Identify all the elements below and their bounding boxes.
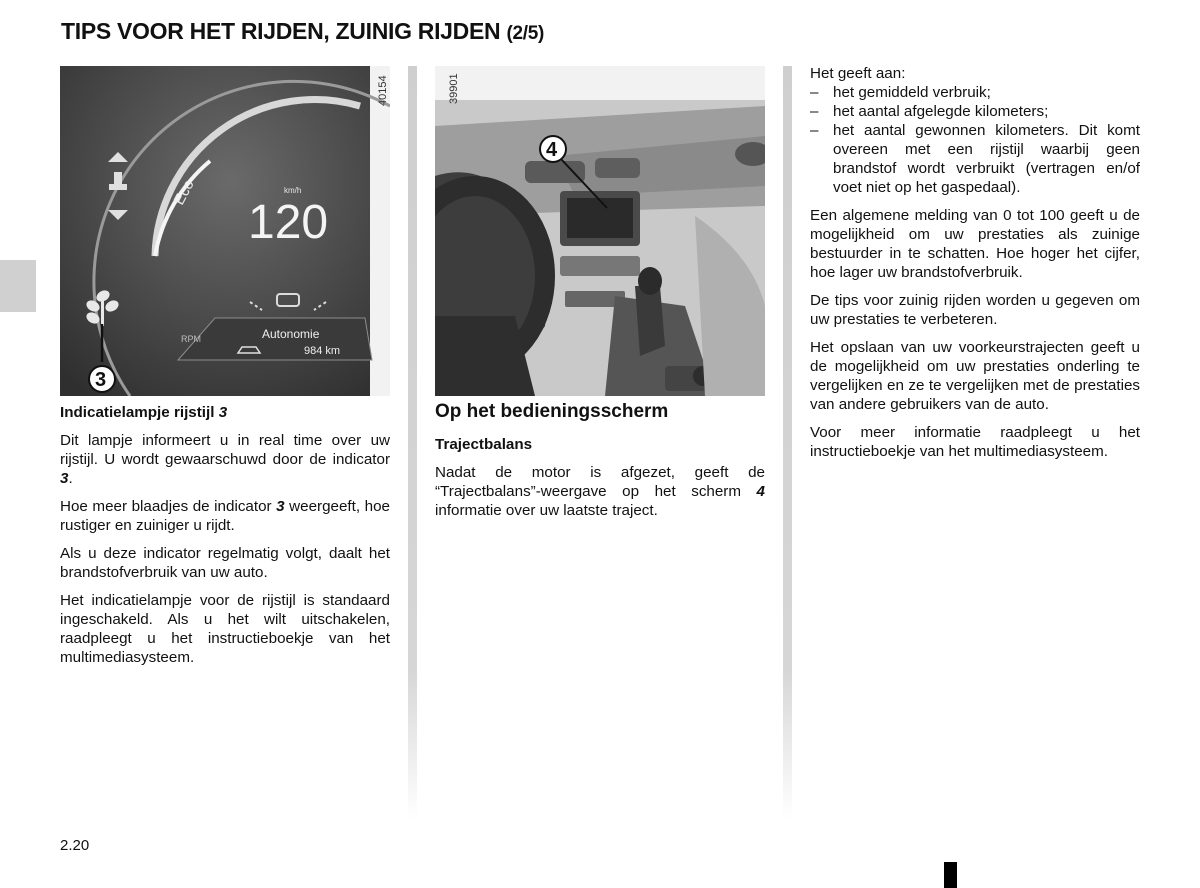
svg-text:4: 4 — [546, 139, 558, 161]
page-subtitle: (2/5) — [506, 23, 545, 44]
page-number: 2.20 — [60, 837, 90, 854]
column-1 — [60, 403, 390, 676]
info-list — [810, 83, 1140, 197]
instrument-cluster-figure — [60, 66, 390, 396]
section-heading: Op het bedieningsscherm — [435, 401, 669, 422]
page-title: TIPS VOOR HET RIJDEN, ZUINIG RIJDEN (2/5) — [61, 18, 545, 44]
rpm-label: RPM — [181, 334, 201, 344]
autonomy-label: Autonomie — [262, 327, 320, 341]
column-divider — [783, 66, 792, 820]
paragraph: Een algemene melding van 0 tot 100 geeft u de mogelijkheid om uw prestaties als zuinige bestuurder in te schatten. Hoe hoger het cijfer, hoe lager uw brandstofverbruik. — [810, 207, 1140, 281]
list-intro: Het geeft aan: — [810, 65, 906, 82]
callout-4 — [540, 136, 566, 162]
trip-balance-label: Trajectbalans — [435, 436, 533, 453]
column-3 — [810, 64, 1140, 470]
svg-text:3: 3 — [95, 369, 107, 391]
paragraph: Dit lampje informeert u in real time over uw rijstijl. U wordt gewaarschuwd door de indicator 3. — [60, 432, 390, 487]
indicator-label: Indicatielampje rijstijl 3 — [60, 404, 228, 421]
figure-code: 39901 — [448, 73, 460, 104]
column-2 — [435, 402, 765, 529]
list-item: – het aantal afgelegde kilometers; — [810, 102, 1140, 121]
paragraph: Het opslaan van uw voorkeurstrajecten geeft u de mogelijkheid om uw prestaties onderling te vergelijken en ze te vergelijken met de prestaties van andere gebruikers van de auto. — [810, 339, 1140, 413]
list-item: – het aantal gewonnen kilometers. Dit komt overeen met een rijstijl waarbij geen brandstof wordt verbruikt (vertragen en/of voet niet op het gaspedaal). — [810, 121, 1140, 197]
paragraph: Het indicatielampje voor de rijstijl is standaard ingeschakeld. Als u het wilt uitschakelen, raadpleegt u het instructieboekje van het multimediasysteem. — [60, 592, 390, 666]
speed-unit: km/h — [284, 186, 302, 195]
paragraph: Nadat de motor is afgezet, geeft de “Trajectbalans”-weergave op het scherm 4 informatie over uw laatste traject. — [435, 464, 765, 519]
figure-code: 40154 — [377, 75, 389, 106]
list-item: – het gemiddeld verbruik; — [810, 83, 1140, 102]
column-divider — [408, 66, 417, 820]
dashboard-figure — [435, 66, 765, 396]
paragraph: Als u deze indicator regelmatig volgt, daalt het brandstofverbruik van uw auto. — [60, 545, 390, 581]
paragraph: Hoe meer blaadjes de indicator 3 weergeeft, hoe rustiger en zuiniger u rijdt. — [60, 498, 390, 534]
eco-label: Eco — [170, 177, 198, 208]
callout-3 — [89, 366, 115, 392]
page-corner-marker — [944, 862, 957, 888]
paragraph: Voor meer informatie raadpleegt u het instructieboekje van het multimediasysteem. — [810, 424, 1140, 460]
autonomy-value: 984 km — [304, 345, 341, 357]
speed-readout: 120 — [248, 196, 329, 249]
paragraph: De tips voor zuinig rijden worden u gegeven om uw prestaties te verbeteren. — [810, 292, 1140, 328]
section-tab — [0, 260, 36, 312]
